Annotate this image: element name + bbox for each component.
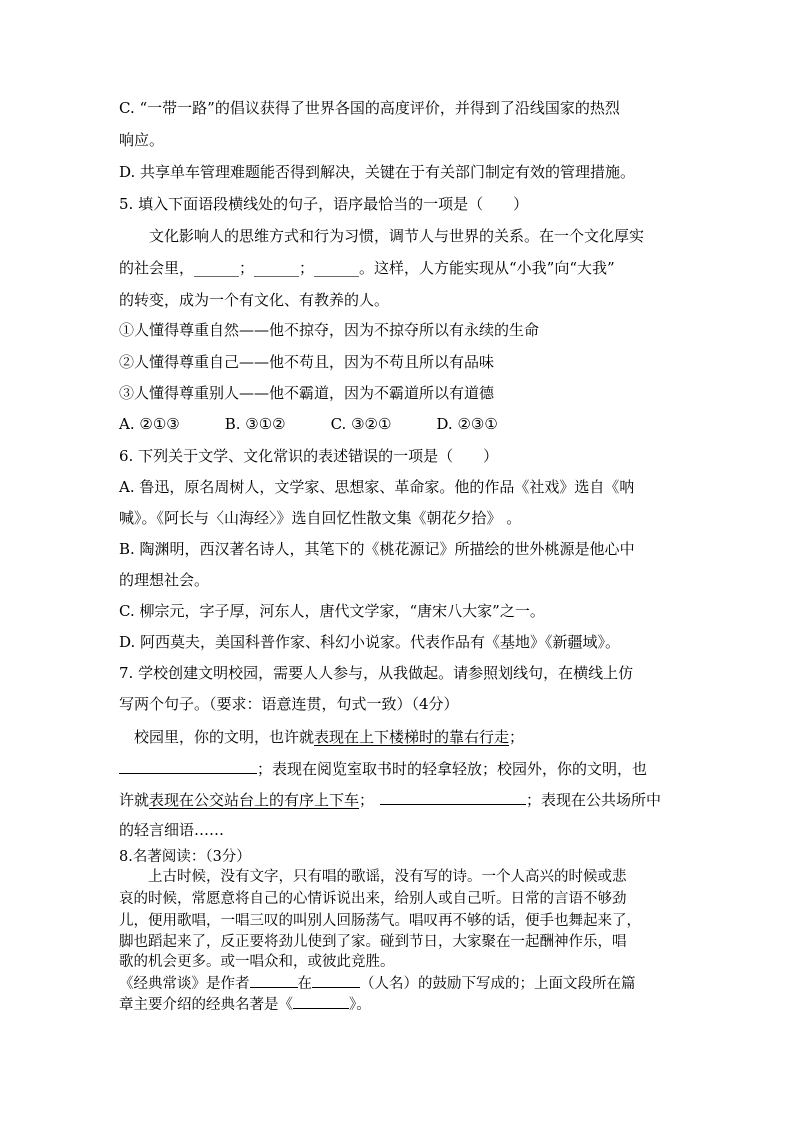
q7-underlined-example-2: 表现在公交站台上的有序上下车 xyxy=(149,791,360,809)
q6-option-c: C. 柳宗元，字子厚，河东人，唐代文学家，“唐宋八大家”之一。 xyxy=(119,602,545,620)
q7-line2-text: ；表现在阅览室取书时的轻拿轻放；校园外，你的文明，也 xyxy=(257,760,648,778)
q5-sentence-1: ①人懂得尊重自然——他不掠夺，因为不掠夺所以有永续的生命 xyxy=(119,321,540,339)
q8-question-line2 xyxy=(119,994,371,1015)
q8-question-line1 xyxy=(119,973,636,994)
q8-question-text-5: 》。 xyxy=(349,997,371,1013)
q7-answer-blank-2[interactable] xyxy=(380,790,526,805)
q8-passage-line5: 歌的机会更多。或一唱众和，或彼此竞胜。 xyxy=(119,954,395,970)
q8-author-blank[interactable] xyxy=(250,973,298,988)
q8-question-text-1: 《经典常谈》是作者 xyxy=(119,976,250,992)
q8-question-text-4: 章主要介绍的经典名著是《 xyxy=(119,997,293,1013)
q5-sentence-2: ②人懂得尊重自己——他不苟且，因为不苟且所以有品味 xyxy=(119,353,495,371)
q7-line3-punct: ； xyxy=(359,791,375,809)
q8-passage-line1: 上古时候，没有文字，只有唱的歌谣，没有写的诗。一个人高兴的时候或悲 xyxy=(119,869,627,885)
q8-question-text-2: 在 xyxy=(297,976,312,992)
q7-line1-punct: ； xyxy=(509,728,525,746)
q6-option-a-line2: 喊》。《阿长与〈山海经〉》选自回忆性散文集《朝花夕拾》 。 xyxy=(119,509,522,527)
question-6-stem: 6. 下列关于文学、文化常识的表述错误的一项是（ ） xyxy=(119,447,499,465)
option-d: D. 共享单车管理难题能否得到解决，关键在于有关部门制定有效的管理措施。 xyxy=(119,163,636,181)
q7-line1-text: 校园里，你的文明，也许就 xyxy=(119,728,315,746)
q7-line3-tail: ；表现在公共场所中 xyxy=(526,791,662,809)
q8-book-blank[interactable] xyxy=(293,994,349,1009)
q6-option-b-line2: 的理想社会。 xyxy=(119,571,210,589)
q7-underlined-example-1: 表现在上下楼梯时的靠右行走 xyxy=(314,728,510,746)
q8-passage-line4: 脚也蹈起来了，反正要将劲儿使到了家。碰到节日，大家聚在一起酬神作乐，唱 xyxy=(119,934,627,950)
option-c-line1: C. “一带一路”的倡议获得了世界各国的高度评价，并得到了沿线国家的热烈 xyxy=(119,99,620,117)
question-8-stem: 8.名著阅读：（3分） xyxy=(119,849,251,865)
q7-line3-text: 许就 xyxy=(119,791,150,809)
q6-option-a-line1: A. 鲁迅，原名周树人，文学家、思想家、革命家。他的作品《社戏》选自《呐 xyxy=(119,478,635,496)
question-5-stem: 5. 填入下面语段横线处的句子，语序最恰当的一项是（ ） xyxy=(119,195,529,213)
q6-option-b-line1: B. 陶渊明，西汉著名诗人，其笔下的《桃花源记》所描绘的世外桃源是他心中 xyxy=(119,540,635,558)
option-c-line2: 响应。 xyxy=(119,131,165,149)
q8-passage-line2: 哀的时候，常愿意将自己的心情诉说出来，给别人或自己听。日常的言语不够劲 xyxy=(119,891,627,907)
q5-paragraph-line2: 的社会里，______；______；______。这样，人方能实现从“小我”向“大我” xyxy=(119,259,615,277)
q6-option-d: D. 阿西莫夫，美国科普作家、科幻小说家。代表作品有《基地》《新疆域》。 xyxy=(119,633,621,651)
q5-sentence-3: ③人懂得尊重别人——他不霸道，因为不霸道所以有道德 xyxy=(119,384,495,402)
q5-paragraph-line3: 的转变，成为一个有文化、有教养的人。 xyxy=(119,291,390,309)
question-7-stem-line2: 写两个句子。（要求：语意连贯，句式一致）（4分） xyxy=(119,695,459,713)
q7-answer-blank-1[interactable] xyxy=(119,759,257,774)
question-7-stem-line1: 7. 学校创建文明校园，需要人人参与，从我做起。请参照划线句，在横线上仿 xyxy=(119,664,634,682)
q8-passage-line3: 儿，便用歌唱，一唱三叹的叫别人回肠荡气。唱叹再不够的话，便手也舞起来了， xyxy=(119,913,641,929)
q7-line3 xyxy=(119,790,661,810)
q7-line4: 的轻言细语…… xyxy=(119,821,225,839)
q8-question-text-3: （人名）的鼓励下写成的；上面文段所在篇 xyxy=(360,976,636,992)
q8-person-blank[interactable] xyxy=(312,973,360,988)
q5-paragraph-line1: 文化影响人的思维方式和行为习惯，调节人与世界的关系。在一个文化厚实 xyxy=(119,227,645,245)
q5-answer-options: A. ②①③ B. ③①② C. ③②① D. ②③① xyxy=(119,415,498,433)
q7-line1 xyxy=(119,727,524,747)
q7-line2 xyxy=(119,759,647,779)
